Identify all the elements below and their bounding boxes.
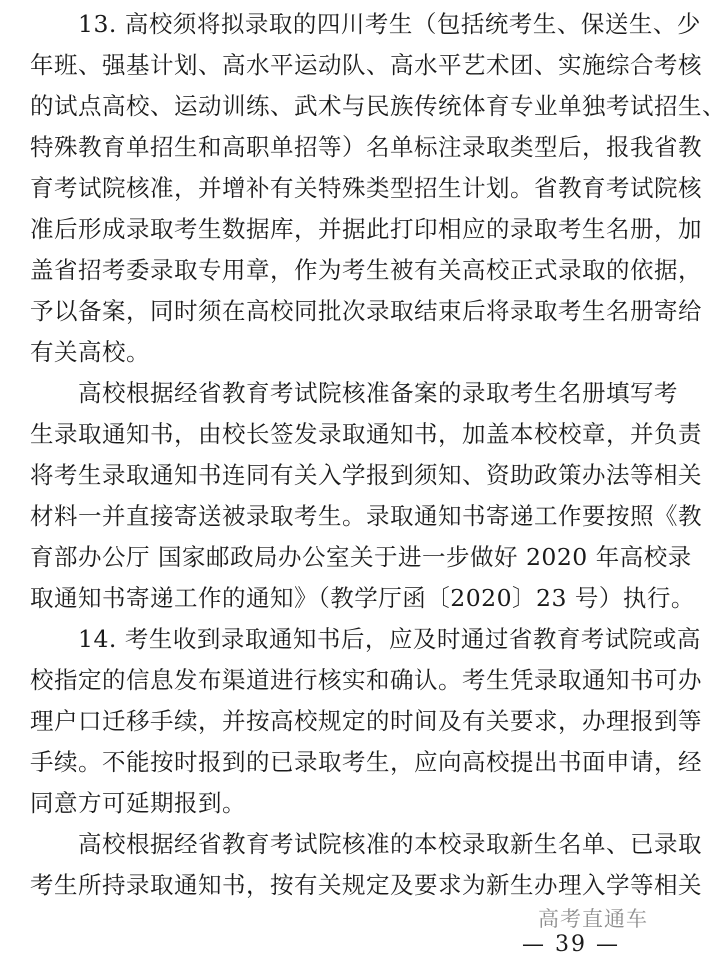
- paragraph-notice-line-5: 育部办公厅 国家邮政局办公室关于进一步做好 2020 年高校录: [30, 543, 692, 571]
- paragraph-13-line-9: 有关高校。: [30, 338, 150, 366]
- paragraph-13-line-2: 年班、强基计划、高水平运动队、高水平艺术团、实施综合考核: [30, 51, 702, 79]
- paragraph-14-line-3: 理户口迁移手续，并按高校规定的时间及有关要求，办理报到等: [30, 707, 702, 735]
- watermark-text: 高考直通车: [538, 907, 648, 931]
- paragraph-notice-line-4: 材料一并直接寄送被录取考生。录取通知书寄递工作要按照《教: [30, 502, 702, 530]
- paragraph-notice-line-3: 将考生录取通知书连同有关入学报到须知、资助政策办法等相关: [30, 461, 702, 489]
- paragraph-14-line-1: 14. 考生收到录取通知书后，应及时通过省教育考试院或高: [78, 625, 701, 653]
- page-number: — 39 —: [522, 932, 620, 957]
- paragraph-notice-line-2: 生录取通知书，由校长签发录取通知书，加盖本校校章，并负责: [30, 420, 702, 448]
- paragraph-13-line-6: 准后形成录取考生数据库，并据此打印相应的录取考生名册，加: [30, 215, 702, 243]
- paragraph-13-line-5: 育考试院核准，并增补有关特殊类型招生计划。省教育考试院核: [30, 174, 702, 202]
- paragraph-14-line-5: 同意方可延期报到。: [30, 789, 246, 817]
- paragraph-14-line-4: 手续。不能按时报到的已录取考生，应向高校提出书面申请，经: [30, 748, 702, 776]
- paragraph-14-line-2: 校指定的信息发布渠道进行核实和确认。考生凭录取通知书可办: [30, 666, 702, 694]
- paragraph-13-line-3: 的试点高校、运动训练、武术与民族传统体育专业单独考试招生、: [30, 92, 726, 120]
- paragraph-13-line-4: 特殊教育单招生和高职单招等）名单标注录取类型后，报我省教: [30, 133, 702, 161]
- paragraph-notice-line-1: 高校根据经省教育考试院核准备案的录取考生名册填写考: [78, 379, 678, 407]
- paragraph-13-line-8: 予以备案，同时须在高校同批次录取结束后将录取考生名册寄给: [30, 297, 702, 325]
- paragraph-notice-line-6: 取通知书寄递工作的通知》（教学厅函〔2020〕23 号）执行。: [30, 584, 695, 612]
- paragraph-enrollment-line-1: 高校根据经省教育考试院核准的本校录取新生名单、已录取: [78, 830, 702, 858]
- paragraph-13-line-7: 盖省招考委录取专用章，作为考生被有关高校正式录取的依据，: [30, 256, 702, 284]
- paragraph-enrollment-line-2: 考生所持录取通知书，按有关规定及要求为新生办理入学等相关: [30, 871, 702, 899]
- paragraph-13-line-1: 13. 高校须将拟录取的四川考生（包括统考生、保送生、少: [78, 10, 701, 38]
